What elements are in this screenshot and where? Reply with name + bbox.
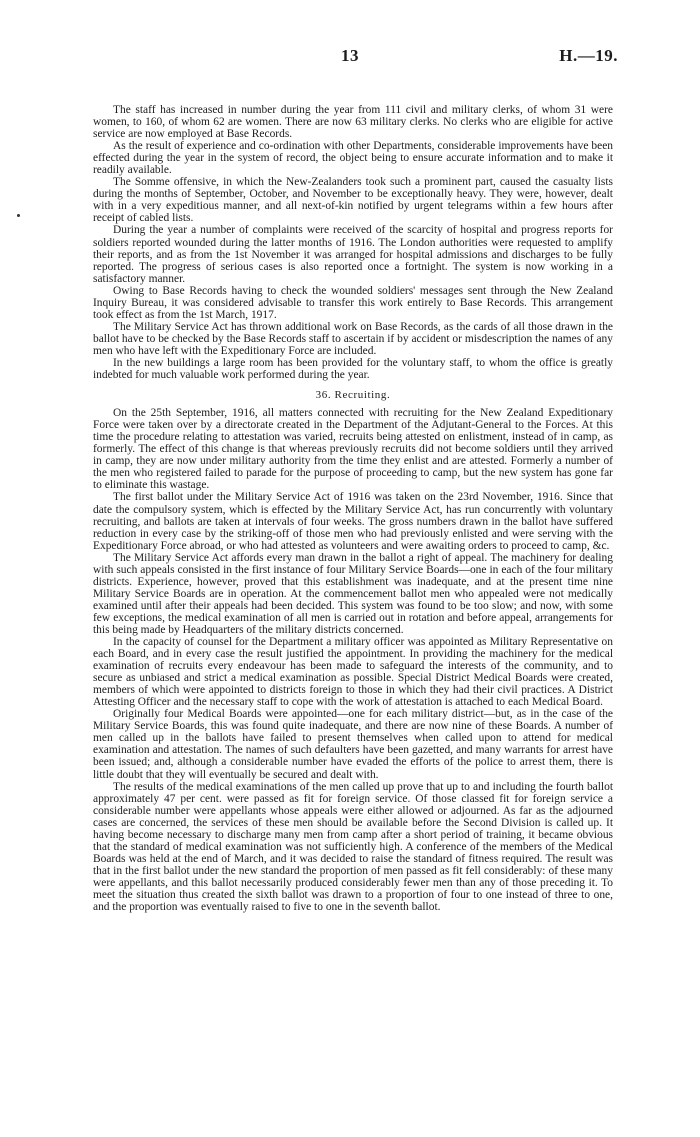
paragraph-hospital-reports: During the year a number of complaints were received of the scarcity of hospital and progress reports for soldiers reported wounded during the latter months of 1916. The London authorities were requested to amplify their reports, and as from the 1st November it was arranged for hospital admissions and discharges to be fully reported. The progress of serious cases is also reported once a fortnight. The system is now working in a satisfactory manner. bbox=[93, 224, 613, 285]
paragraph-first-ballot: The first ballot under the Military Service Act of 1916 was taken on the 23rd November, 1916. Since that date the compulsory system, which is effected by the Military Service Act, has run concurrently with voluntary recruiting, and ballots are taken at intervals of four weeks. The gross numbers drawn in the ballot have suffered reduction in every case by the striking-off of those men who had previously enlisted and were serving with the Expeditionary Force abroad, or who had attested as volunteers and were awaiting orders to proceed to camp, &c. bbox=[93, 491, 613, 552]
paragraph-voluntary-staff: In the new buildings a large room has been provided for the voluntary staff, to whom the office is greatly indebted for much valuable work performed during the year. bbox=[93, 356, 613, 382]
paragraph-improvements: As the result of experience and co-ordination with other Departments, considerable improvements have been effected during the year in the system of record, the object being to ensure accurate information and to make it readily available. bbox=[93, 140, 613, 177]
paragraph-directorate: On the 25th September, 1916, all matters connected with recruiting for the New Zealand Expeditionary Force were taken over by a directorate created in the Department of the Adjutant-General to the Forces. At this time the procedure relating to attestation was varied, recruits being attested on enlistment, instead of in camp, as formerly. The effect of this change is that whereas previously recruits did not become soldiers until they arrived in camp, they are now under military authority from the time they enlist and are attested. Formerly a number of the men who registered failed to parade for the purpose of proceeding to camp, but the new system has gone far to eliminate this wastage. bbox=[93, 407, 613, 492]
paragraph-military-service-act-records: The Military Service Act has thrown additional work on Base Records, as the cards of all those drawn in the ballot have to be checked by the Base Records staff to ascertain if by accident or misdescription the names of any men who have left with the Expeditionary Force are included. bbox=[93, 320, 613, 357]
margin-mark bbox=[17, 214, 20, 217]
page-body bbox=[93, 104, 613, 913]
paragraph-military-representative: In the capacity of counsel for the Department a military officer was appointed as Military Representative on each Board, and in every case the result justified the appointment. In providing the machinery for the medical examination of recruits every endeavour has been made to safeguard the interests of the community, and to secure as unbiased and strict a medical examination as possible. Special District Medical Boards were created, members of which were appointed to districts foreign to those in which they had their civil practices. A District Attesting Officer and the necessary staff to cope with the work of attestation is attached to each Medical Board. bbox=[93, 636, 613, 709]
paragraph-medical-boards: Originally four Medical Boards were appointed—one for each military district—but, as in the case of the Military Service Boards, this was found quite inadequate, and there are now nine of these Boards. A number of men called up in the ballots have failed to present themselves when called upon to attend for medical examination and attestation. The names of such defaulters have been gazetted, and many warrants for arrest have been issued; and, although a considerable number have evaded the efforts of the police to arrest them, there is little doubt that they will eventually be secured and dealt with. bbox=[93, 708, 613, 781]
paragraph-inquiry-bureau: Owing to Base Records having to check the wounded soldiers' messages sent through the New Zealand Inquiry Bureau, it was considered advisable to transfer this work entirely to Base Records. This arrangement took effect as from the 1st March, 1917. bbox=[93, 284, 613, 321]
page-number: 13 bbox=[341, 46, 359, 65]
paragraph-somme-offensive: The Somme offensive, in which the New-Zealanders took such a prominent part, caused the casualty lists during the months of September, October, and November to be exceptionally heavy. They were, however, dealt with in a very expeditious manner, and all next-of-kin notified by urgent telegrams within a few hours after receipt of cabled lists. bbox=[93, 176, 613, 225]
page-header bbox=[0, 46, 700, 70]
paragraph-medical-results: The results of the medical examinations of the men called up prove that up to and including the fourth ballot approximately 47 per cent. were passed as fit for foreign service. Of those classed fit for foreign service a considerable number were appellants whose appeals were either allowed or adjourned. As far as the adjourned cases are concerned, the services of these men should be available before the Second Division is called up. It having become necessary to discharge many men from camp after a short period of training, it became obvious that the standard of medical examination was not sufficiently high. A conference of the members of the Medical Boards was held at the end of March, and it was decided to raise the standard of fitness required. The result was that in the first ballot under the new standard the proportion of men passed as fit fell considerably: of these many were appellants, and this ballot necessarily produced considerably fewer men than any of those preceding it. To meet the situation thus created the sixth ballot was drawn to a proportion of four to one instead of three to one, and the proportion was eventually raised to five to one in the seventh ballot. bbox=[93, 780, 613, 914]
paragraph-appeals: The Military Service Act affords every man drawn in the ballot a right of appeal. The machinery for dealing with such appeals consisted in the first instance of four Military Service Boards—one in each of the four military districts. Experience, however, proved that this establishment was inadequate, and at the present time nine Military Service Boards are in operation. At the commencement ballot men who appealed were not medically examined until after their appeals had been decided. This system was found to be too slow; and now, with some few exceptions, the medical examination of all men is carried out in rotation and before appeal, arrangements for this being made by Headquarters of the military districts concerned. bbox=[93, 551, 613, 636]
document-reference: H.—19. bbox=[559, 46, 618, 65]
section-heading-recruiting: 36. Recruiting. bbox=[315, 389, 391, 402]
paragraph-staff: The staff has increased in number during the year from 111 civil and military clerks, of whom 31 were women, to 160, of whom 62 are women. There are now 63 military clerks. No clerks who are eligible for active service are now employed at Base Records. bbox=[93, 104, 613, 141]
